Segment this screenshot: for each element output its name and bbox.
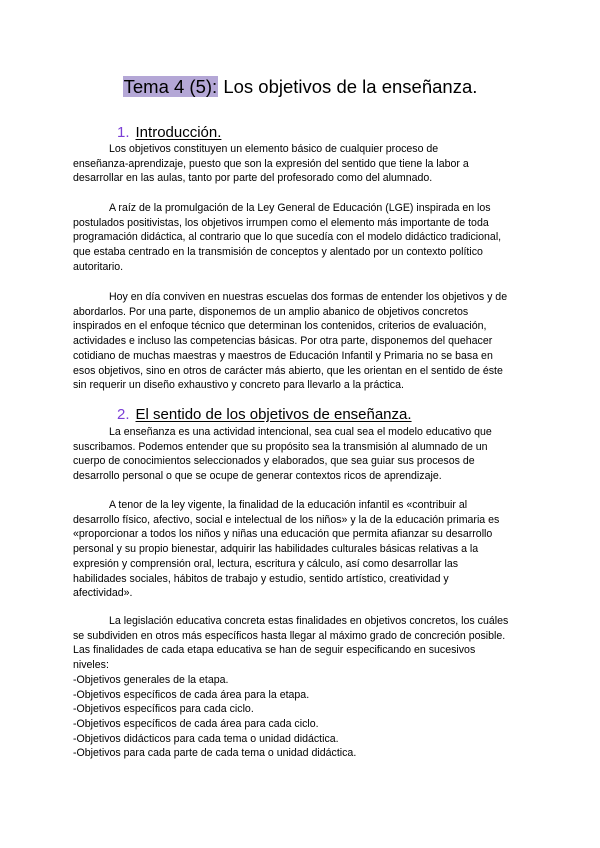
paragraph <box>73 201 533 275</box>
page-title <box>0 75 600 99</box>
list-item: -Objetivos para cada parte de cada tema o unidad didáctica. <box>73 747 357 760</box>
paragraph-line: Hoy en día conviven en nuestras escuelas dos formas de entender los objetivos y de <box>109 291 508 303</box>
paragraph-line: desarrollar en las aulas, tanto por parte del profesorado como del alumnado. <box>73 172 433 185</box>
paragraph <box>73 142 533 186</box>
paragraph-line: actividades e incluso las competencias básicas. Por otra parte, disponemos del quehacer <box>73 335 493 348</box>
paragraph <box>73 614 533 761</box>
paragraph-line: desarrollo físico, afectivo, social e intelectual de los niños» y la de la educación primaria es <box>73 513 500 526</box>
paragraph-line: suscribamos. Podemos entender que su propósito sea la transmisión al alumnado de un <box>73 440 488 453</box>
section-heading-text: Introducción. <box>135 124 222 141</box>
paragraph-line: programación didáctica, al contrario que lo que sucedía con el modelo didáctico tradicional, <box>73 231 502 244</box>
paragraph-line: esos objetivos, sino en otros de carácter más abierto, que les orientan en el sentido de éste <box>73 364 503 377</box>
paragraph-line: expresión y comprensión oral, lectura, escritura y cálculo, así como desarrollar las <box>73 557 459 570</box>
paragraph-line: inspirados en el enfoque técnico que determinan los contenidos, criterios de evaluación, <box>73 320 487 333</box>
paragraph <box>73 425 533 484</box>
paragraph-line: autoritario. <box>73 260 124 273</box>
list-item: -Objetivos específicos para cada ciclo. <box>73 703 254 716</box>
section-heading-text: El sentido de los objetivos de enseñanza. <box>135 406 412 423</box>
list-item: -Objetivos específicos de cada área para la etapa. <box>73 688 310 701</box>
paragraph-line: La enseñanza es una actividad intencional, sea cual sea el modelo educativo que <box>109 426 492 438</box>
paragraph-line: desarrollo personal o que se ocupe de generar contextos ricos de aprendizaje. <box>73 470 442 483</box>
section-heading-sentido <box>117 406 412 424</box>
section-number: 2. <box>117 406 130 423</box>
paragraph-line: abordarlos. Por una parte, disponemos de un amplio abanico de objetivos concretos <box>73 305 469 318</box>
title-highlight: Tema 4 (5): <box>123 76 218 97</box>
paragraph-line: niveles: <box>73 659 109 672</box>
paragraph <box>73 290 533 393</box>
paragraph-line: sin requerir un diseño exhaustivo y concreto para llevarlo a la práctica. <box>73 379 404 392</box>
paragraph-line: A raíz de la promulgación de la Ley General de Educación (LGE) inspirada en los <box>109 202 491 214</box>
paragraph-line: personal y su propio bienestar, adquirir las habilidades culturales básicas relativas a la <box>73 543 479 556</box>
paragraph <box>73 498 533 601</box>
section-number: 1. <box>117 124 130 141</box>
list-item: -Objetivos generales de la etapa. <box>73 673 229 686</box>
paragraph-line: Los objetivos constituyen un elemento básico de cualquier proceso de <box>109 143 439 155</box>
paragraph-line: Las finalidades de cada etapa educativa se han de seguir especificando en sucesivos <box>73 644 476 657</box>
paragraph-line: La legislación educativa concreta estas finalidades en objetivos concretos, los cuáles <box>109 615 509 627</box>
paragraph-line: cotidiano de muchas maestras y maestros de Educación Infantil y Primaria no se basa en <box>73 349 493 362</box>
list-item: -Objetivos didácticos para cada tema o unidad didáctica. <box>73 732 339 745</box>
paragraph-line: se subdividen en otros más específicos hasta llegar al máximo grado de concreción posible. <box>73 629 506 642</box>
paragraph-line: habilidades sociales, hábitos de trabajo y estudio, sentido artístico, creatividad y <box>73 572 449 585</box>
section-heading-introduccion <box>117 124 221 142</box>
paragraph-line: que estaba centrado en la transmisión de conceptos y alentado por un contexto político <box>73 246 483 259</box>
paragraph-line: enseñanza-aprendizaje, puesto que son la expresión del sentido que tiene la labor a <box>73 157 469 170</box>
paragraph-line: cuerpo de conocimientos seleccionados y elaborados, que sea guiar sus procesos de <box>73 455 475 468</box>
title-text: Los objetivos de la enseñanza. <box>218 76 478 97</box>
list-item: -Objetivos específicos de cada área para cada ciclo. <box>73 717 319 730</box>
paragraph-line: A tenor de la ley vigente, la finalidad de la educación infantil es «contribuir al <box>109 499 468 511</box>
paragraph-line: «proporcionar a todos los niños y niñas una educación que permita afianzar su desarrollo <box>73 528 493 541</box>
paragraph-line: postulados positivistas, los objetivos irrumpen como el elemento más importante de toda <box>73 216 489 229</box>
paragraph-line: afectividad». <box>73 587 133 600</box>
